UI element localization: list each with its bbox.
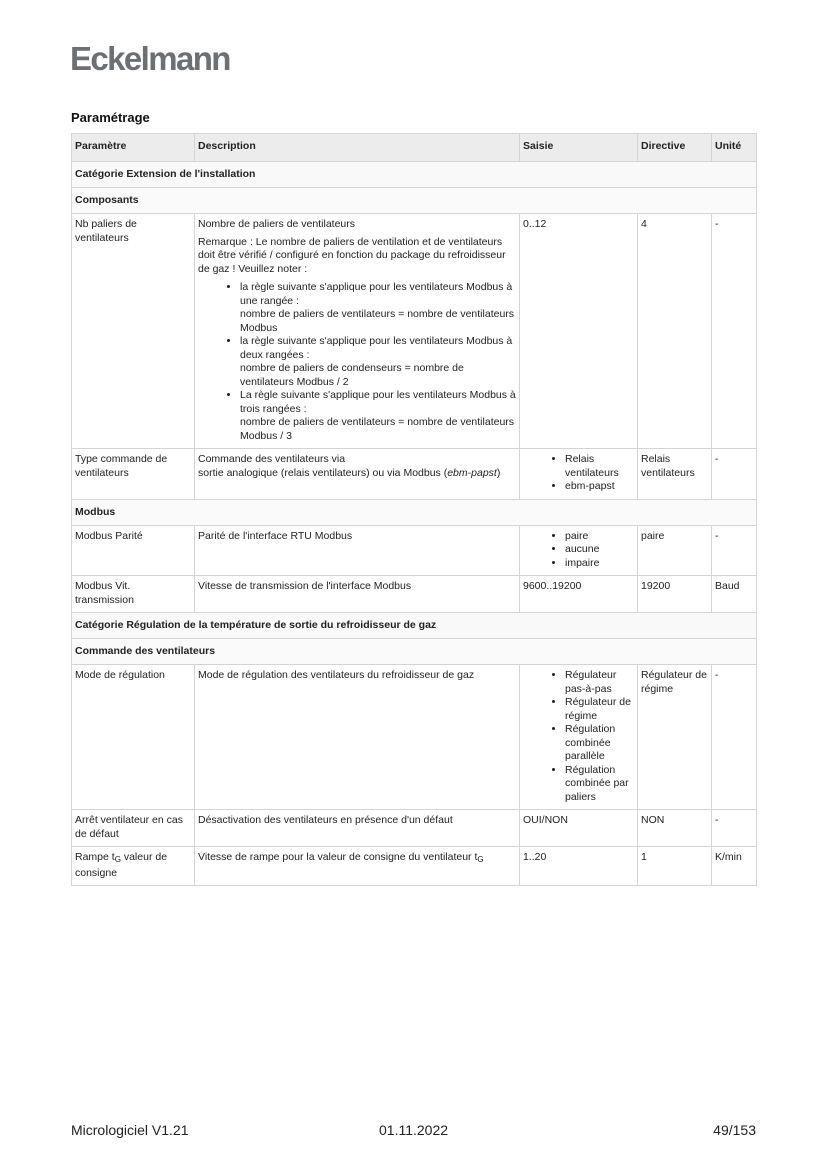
table-row	[72, 810, 757, 847]
list-item: • Régulation combinée parallèle	[565, 723, 634, 764]
list-item	[240, 281, 516, 335]
param-options	[520, 449, 638, 500]
param-name-text: Rampe t	[75, 851, 115, 863]
list-item: • Relais ventilateurs	[565, 453, 634, 480]
param-description: Mode de régulation des ventilateurs du refroidisseur de gaz	[195, 665, 520, 810]
param-name-text: valeur de consigne	[75, 851, 168, 879]
description-note: Remarque : Le nombre de paliers de ventilation et de ventilateurs doit être vérifié / configuré en fonction du package du refroidisseur de gaz ! Veuillez noter :	[198, 235, 506, 275]
description-text: Vitesse de rampe pour la valeur de consigne du ventilateur t	[198, 851, 478, 863]
section-title: Paramétrage	[71, 110, 150, 125]
param-options	[520, 665, 638, 810]
param-input-range: 0..12	[520, 214, 638, 449]
footer-page-number: 49/153	[713, 1122, 756, 1138]
param-description	[195, 847, 520, 886]
table-header-row	[72, 134, 757, 162]
param-unit: -	[712, 214, 757, 449]
table-row	[72, 449, 757, 500]
param-default: 1	[638, 847, 712, 886]
param-unit: -	[712, 665, 757, 810]
param-unit: K/min	[712, 847, 757, 886]
parameter-table	[71, 133, 757, 886]
rules-list	[198, 281, 516, 443]
subcategory-label: Modbus	[72, 499, 757, 525]
list-item: • ebm-papst	[565, 480, 634, 494]
rule-formula: nombre de paliers de ventilateurs = nombre de ventilateurs Modbus / 3	[240, 416, 515, 442]
list-item: • Régulateur pas-à-pas	[565, 669, 634, 696]
param-name	[72, 847, 195, 886]
subcategory-label: Commande des ventilateurs	[72, 639, 757, 665]
options-list	[523, 453, 634, 494]
category-label: Catégorie Régulation de la température de sortie du refroidisseur de gaz	[72, 613, 757, 639]
param-default: Régulateur de régime	[638, 665, 712, 810]
column-header: Description	[195, 134, 520, 162]
subcategory-label: Composants	[72, 188, 757, 214]
description-text: )	[496, 466, 501, 479]
param-default: 19200	[638, 576, 712, 613]
column-header: Unité	[712, 134, 757, 162]
list-item: • Régulation combinée par paliers	[565, 764, 634, 805]
table-row	[72, 576, 757, 613]
list-item	[240, 389, 516, 443]
footer-firmware: Micrologiciel V1.21	[71, 1122, 189, 1138]
param-unit: -	[712, 810, 757, 847]
param-name: Mode de régulation	[72, 665, 195, 810]
subcategory-row	[72, 639, 757, 665]
param-input-range: OUI/NON	[520, 810, 638, 847]
subscript: G	[114, 855, 121, 864]
param-default: NON	[638, 810, 712, 847]
param-description: Vitesse de transmission de l'interface Modbus	[195, 576, 520, 613]
column-header: Saisie	[520, 134, 638, 162]
table-row	[72, 214, 757, 449]
param-default: 4	[638, 214, 712, 449]
list-item: • aucune	[565, 543, 634, 557]
brand-logo: Eckelmann	[70, 40, 230, 77]
param-description: Parité de l'interface RTU Modbus	[195, 525, 520, 576]
column-header: Directive	[638, 134, 712, 162]
param-description	[195, 214, 520, 449]
param-name: Arrêt ventilateur en cas de défaut	[72, 810, 195, 847]
param-name: Type commande de ventilateurs	[72, 449, 195, 500]
subcategory-row	[72, 499, 757, 525]
description-text: sortie analogique (relais ventilateurs) ou via Modbus (	[198, 466, 448, 479]
category-row	[72, 613, 757, 639]
list-item: • impaire	[565, 557, 634, 571]
rule-condition: la règle suivante s'applique pour les ventilateurs Modbus à deux rangées :	[240, 335, 513, 361]
rule-condition: La règle suivante s'applique pour les ventilateurs Modbus à trois rangées :	[240, 389, 516, 415]
param-input-range: 1..20	[520, 847, 638, 886]
rule-condition: la règle suivante s'applique pour les ventilateurs Modbus à une rangée :	[240, 281, 513, 307]
category-row	[72, 162, 757, 188]
param-input-range: 9600..19200	[520, 576, 638, 613]
subcategory-row	[72, 188, 757, 214]
list-item: • paire	[565, 530, 634, 544]
param-description: Désactivation des ventilateurs en présence d'un défaut	[195, 810, 520, 847]
brand-name: ebm-papst	[447, 466, 497, 479]
column-header: Paramètre	[72, 134, 195, 162]
param-options	[520, 525, 638, 576]
options-list	[523, 530, 634, 571]
list-item	[240, 335, 516, 389]
subscript: G	[477, 855, 484, 864]
description-text: Commande des ventilateurs via	[198, 453, 346, 465]
param-default: Relais ventilateurs	[638, 449, 712, 500]
options-list	[523, 669, 634, 804]
rule-formula: nombre de paliers de condenseurs = nombre de ventilateurs Modbus / 2	[240, 362, 464, 388]
param-unit: -	[712, 449, 757, 500]
table-row	[72, 665, 757, 810]
param-name: Nb paliers de ventilateurs	[72, 214, 195, 449]
param-name: Modbus Parité	[72, 525, 195, 576]
list-item: • Régulateur de régime	[565, 696, 634, 723]
category-label: Catégorie Extension de l'installation	[72, 162, 757, 188]
rule-formula: nombre de paliers de ventilateurs = nombre de ventilateurs Modbus	[240, 308, 515, 334]
param-name: Modbus Vit. transmission	[72, 576, 195, 613]
param-default: paire	[638, 525, 712, 576]
description-text: Nombre de paliers de ventilateurs	[198, 218, 355, 230]
table-row	[72, 847, 757, 886]
footer-date: 01.11.2022	[379, 1122, 449, 1138]
param-description	[195, 449, 520, 500]
param-unit: Baud	[712, 576, 757, 613]
table-row	[72, 525, 757, 576]
param-unit: -	[712, 525, 757, 576]
